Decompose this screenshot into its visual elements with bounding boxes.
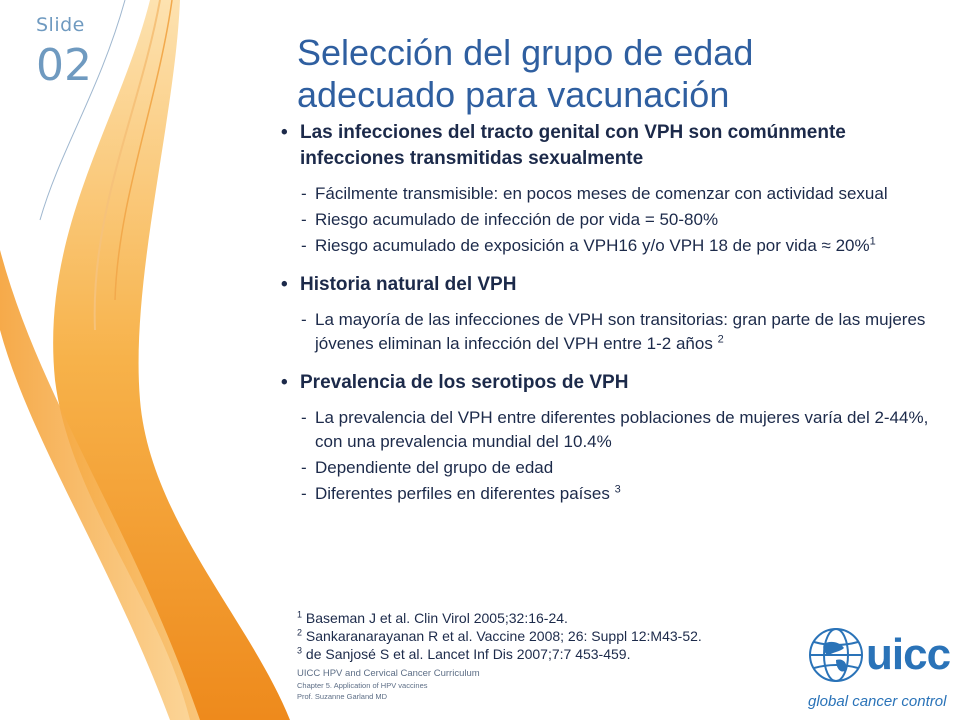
reference-2-text: Sankaranarayanan R et al. Vaccine 2008; 26: Suppl 12:M43-52.: [302, 628, 702, 644]
sub-item-transmissible: - Fácilmente transmisible: en pocos meses de comenzar con actividad sexual: [281, 182, 941, 206]
footnote-ref-1: 1: [869, 235, 876, 248]
slide-content: [281, 120, 941, 508]
footnote-ref-2: 2: [717, 333, 724, 346]
reference-1-num: 1: [297, 609, 303, 620]
sub-item-transient-text: La mayoría de las infecciones de VPH son transitorias: gran parte de las mujeres jóvenes eliminan la infección del VPH entre 1-2 años: [315, 310, 926, 353]
logo-wordmark: uicc: [866, 630, 951, 679]
footer-curriculum: UICC HPV and Cervical Cancer Curriculum: [297, 668, 480, 679]
reference-1-text: Baseman J et al. Clin Virol 2005;32:16-24.: [302, 610, 568, 626]
reference-2-num: 2: [297, 627, 303, 638]
slide-label: Slide: [36, 14, 85, 36]
sub-item-transient-infections: [281, 308, 941, 356]
footer-author: Prof. Suzanne Garland MD: [297, 692, 388, 701]
slide-title: [297, 32, 897, 116]
bullet-genital-infections: • Las infecciones del tracto genital con VPH son comúnmente infecciones transmitidas sexualmente: [281, 120, 941, 172]
sub-item-age-dependent: - Dependiente del grupo de edad: [281, 456, 941, 480]
sub-item-country-text: Diferentes perfiles en diferentes países: [315, 484, 615, 503]
sub-item-lifetime-risk: - Riesgo acumulado de infección de por vida = 50-80%: [281, 208, 941, 232]
reference-2: [297, 627, 702, 645]
footer: [297, 668, 480, 702]
sub-item-exposure-risk: [281, 234, 941, 258]
title-line-1: Selección del grupo de edad: [297, 32, 754, 73]
slide-number: 02: [36, 40, 92, 91]
bullet-natural-history: • Historia natural del VPH: [281, 272, 941, 298]
reference-3: [297, 645, 702, 663]
logo-tagline: global cancer control: [808, 693, 947, 710]
sub-item-country-profiles: [281, 482, 941, 506]
reference-3-num: 3: [297, 645, 303, 656]
references: [297, 609, 702, 663]
footnote-ref-3: 3: [614, 483, 621, 496]
reference-3-text: de Sanjosé S et al. Lancet Inf Dis 2007;7:7 453-459.: [302, 646, 631, 662]
sub-item-exposure-text: Riesgo acumulado de exposición a VPH16 y/o VPH 18 de por vida ≈ 20%: [315, 236, 870, 255]
title-line-2: adecuado para vacunación: [297, 74, 730, 115]
bullet-serotype-prevalence: • Prevalencia de los serotipos de VPH: [281, 370, 941, 396]
sub-item-prevalence: - La prevalencia del VPH entre diferentes poblaciones de mujeres varía del 2-44%, con una prevalencia mundial del 10.4%: [281, 406, 941, 454]
reference-1: [297, 609, 702, 627]
footer-chapter: Chapter 5. Application of HPV vaccines: [297, 681, 428, 690]
